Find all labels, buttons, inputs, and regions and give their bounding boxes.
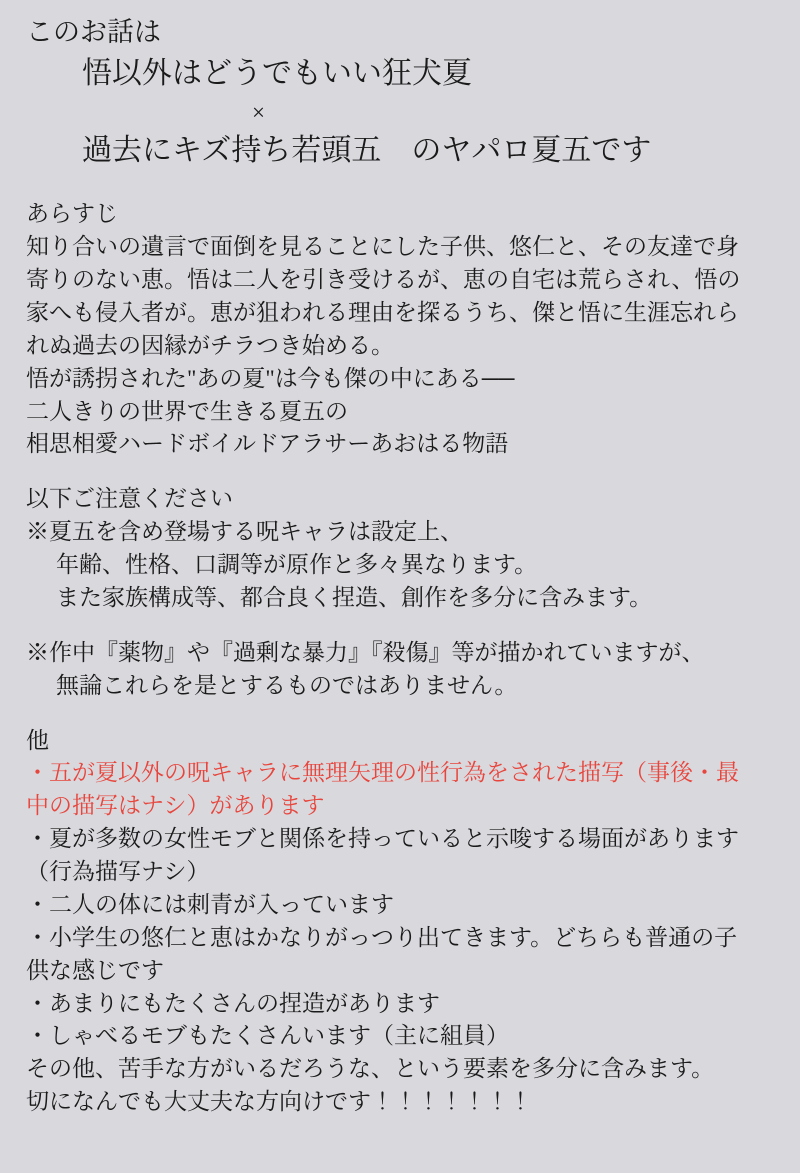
summary-line: 家へも侵入者が。恵が狙われる理由を探るうち、傑と悟に生涯忘れら [26,299,739,325]
other-line: （行為描写ナシ） [26,859,210,885]
other-line: ・夏が多数の女性モブと関係を持っていると示唆する場面があります [26,826,739,852]
title-pair-b: 過去にキズ持ち若頭五 のヤパロ夏五です [82,133,652,167]
notice-item1-line: また家族構成等、都合良く捏造、創作を多分に含みます。 [56,584,653,610]
other-line: ・二人の体には刺青が入っています [26,891,394,917]
notice-item2-line: ※作中『薬物』や『過剰な暴力』『殺傷』等が描かれていますが、 [26,639,705,665]
notice-item2-line: 無論これらを是とするものではありません。 [56,672,518,698]
notice-item1-line: 年齢、性格、口調等が原作と多々異なります。 [56,552,538,578]
title-lead: このお話は [26,17,161,47]
other-line: ・あまりにもたくさんの捏造があります [26,990,440,1016]
summary-line: れぬ過去の因縁がチラつき始める。 [26,332,394,358]
notice-spacer [26,615,774,637]
other-line: 切になんでも大丈夫な方向けです！！！！！！！ [26,1089,532,1115]
summary-line: 寄りのない恵。悟は二人を引き受けるが、恵の自宅は荒らされ、悟の [26,267,741,293]
other-line: ・五が夏以外の呪キャラに無理矢理の性行為をされた描写（事後・最 [26,760,739,786]
other-line: 中の描写はナシ）があります [26,793,325,819]
other-section [26,725,774,1120]
other-line: 供な感じです [26,957,164,983]
other-line: その他、苦手な方がいるだろうな、という要素を多分に含みます。 [26,1056,715,1082]
notice-heading: 以下ご注意ください [26,486,233,512]
summary-line: 相思相愛ハードボイルドアラサーあおはる物語 [26,431,509,457]
notice-section [26,483,774,702]
notice-item1-line: ※夏五を含め登場する呪キャラは設定上、 [26,519,463,545]
summary-line: 悟が誘拐された"あの夏"は今も傑の中にある── [26,365,515,391]
other-line: ・小学生の悠仁と恵はかなりがっつり出てきます。どちらも普通の子 [26,924,738,950]
title-block [26,14,774,172]
summary-section [26,198,774,461]
summary-heading: あらすじ [26,201,118,227]
other-line: ・しゃべるモブもたくさんいます（主に組員） [26,1023,509,1049]
title-cross-symbol: × [252,99,265,125]
title-pair-a: 悟以外はどうでもいい狂犬夏 [82,57,472,91]
summary-line: 知り合いの遺言で面倒を見ることにした子供、悠仁と、その友達で身 [26,234,739,260]
other-heading: 他 [26,727,49,753]
summary-line: 二人きりの世界で生きる夏五の [26,398,348,424]
